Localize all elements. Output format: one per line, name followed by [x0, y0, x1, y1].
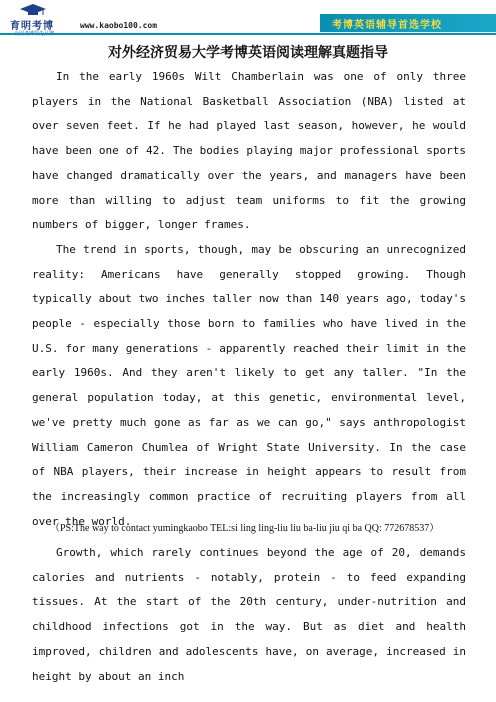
paragraph: Growth, which rarely continues beyond the age of 20, demands calories and nutrients - notably, protein - to feed expanding tissues. At the start of the 20th century, under-nutrition and childhood infections got in the way. But as diet and health improved, children and adolescents have, on average, increased in height by about an inch — [32, 546, 466, 683]
slogan-banner — [320, 14, 496, 32]
paragraph: In the early 1960s Wilt Chamberlain was one of only three players in the National Basketball Association (NBA) listed at over seven feet. If he had played last season, however, he would have been one of 42. The bodies playing major professional sports have changed dramatically over the years, and managers have been more than willing to adjust team uniforms to fit the growing numbers of bigger, longer frames. — [32, 70, 466, 232]
logo — [6, 4, 72, 36]
paragraph: The trend in sports, though, may be obscuring an unrecognized reality: Americans have generally stopped growing. Though typically about two inches taller now than 140 years ago, today's people - especially those born to families who have lived in the U.S. for many generations - apparently reached their limit in the early 1960s. And they aren't likely to get any taller. "In the general population today, at this genetic, environmental level, we've pretty much gone as far as we can go," says anthropologist William Cameron Chumlea of Wright State University. In the case of NBA players, their increase in height appears to result from the increasingly common practice of recruiting players from all over the world. — [32, 242, 466, 528]
page-title: 对外经济贸易大学考博英语阅读理解真题指导 — [108, 45, 388, 61]
article-body — [32, 65, 466, 534]
article-body-continued — [32, 541, 466, 689]
site-url[interactable]: www.kaobo100.com — [80, 21, 158, 30]
header-divider — [0, 33, 496, 35]
graduation-cap-icon — [20, 4, 46, 16]
slogan-text: 考博英语辅导首选学校 — [332, 20, 442, 31]
contact-note: （PS:The way to contact yumingkaobo TEL:si ling ling-liu liu ba-liu jiu qi ba QQ: 772678537） — [50, 523, 440, 534]
page-header — [0, 0, 496, 40]
logo-name: 育明考博 — [10, 21, 54, 32]
